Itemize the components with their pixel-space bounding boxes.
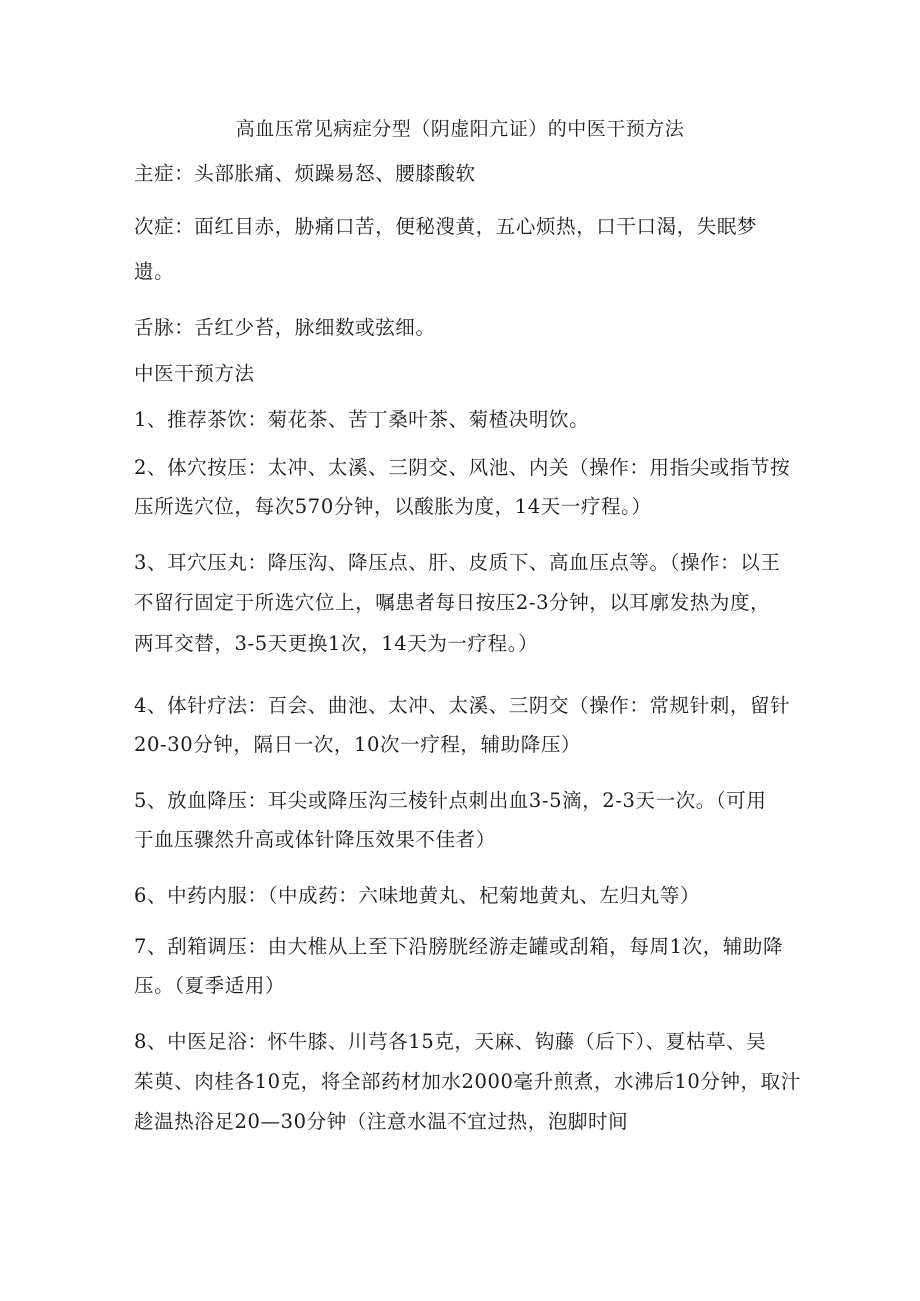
- item-3-line: 3、耳穴压丸：降压沟、降压点、肝、皮质下、高血压点等。（操作：以王: [134, 551, 781, 574]
- item-4-line-cont: 20-30分钟，隔日一次，10次一疗程，辅助降压）: [134, 733, 582, 756]
- item-3-line-cont: 不留行固定于所选穴位上，嘱患者每日按压2-3分钟，以耳廓发热为度，: [134, 591, 771, 614]
- item-7-line-cont: 压。（夏季适用）: [134, 974, 286, 997]
- item-2-line: 2、体穴按压：太冲、太溪、三阴交、风池、内关（操作：用指尖或指节按: [134, 456, 791, 479]
- secondary-symptoms-line-cont: 遗。: [134, 260, 175, 283]
- item-5-line: 5、放血降压：耳尖或降压沟三棱针点刺出血3-5滴，2-3天一次。（可用: [134, 789, 767, 812]
- tongue-pulse-line: 舌脉：舌红少苔，脉细数或弦细。: [134, 316, 436, 339]
- item-6-line: 6、中药内服：（中成药：六味地黄丸、杞菊地黄丸、左归丸等）: [134, 884, 701, 907]
- item-7-line: 7、刮箱调压：由大椎从上至下沿膀胱经游走罐或刮箱，每周1次，辅助降: [134, 935, 784, 958]
- item-4-line: 4、体针疗法：百会、曲池、太冲、太溪、三阴交（操作：常规针刺，留针: [134, 694, 791, 717]
- item-2-line-cont: 压所选穴位，每次570分钟，以酸胀为度，14天一疗程。）: [134, 495, 652, 518]
- item-8-line: 8、中医足浴：怀牛膝、川芎各15克，天麻、钩藤（后下）、夏枯草、吴: [134, 1030, 767, 1053]
- section-heading: 中医干预方法: [134, 362, 255, 385]
- item-5-line-cont: 于血压骤然升高或体针降压效果不佳者）: [134, 828, 496, 851]
- item-1-line: 1、推荐茶饮：菊花茶、苦丁桑叶茶、菊楂决明饮。: [134, 408, 590, 431]
- document-title: 高血压常见病症分型（阴虚阳亢证）的中医干预方法: [235, 118, 685, 140]
- item-8-line-cont: 趁温热浴足20—30分钟（注意水温不宜过热，泡脚时间: [134, 1110, 629, 1133]
- item-8-line-cont: 茱萸、肉桂各10克，将全部药材加水2000毫升煎煮，水沸后10分钟，取汁: [134, 1070, 801, 1093]
- main-symptoms-line: 主症：头部胀痛、烦躁易怒、腰膝酸软: [134, 162, 476, 185]
- secondary-symptoms-line: 次症：面红目赤，胁痛口苦，便秘溲黄，五心烦热，口干口渴，失眠梦: [134, 215, 758, 238]
- item-3-line-cont: 两耳交替，3-5天更换1次，14天为一疗程。）: [134, 632, 539, 655]
